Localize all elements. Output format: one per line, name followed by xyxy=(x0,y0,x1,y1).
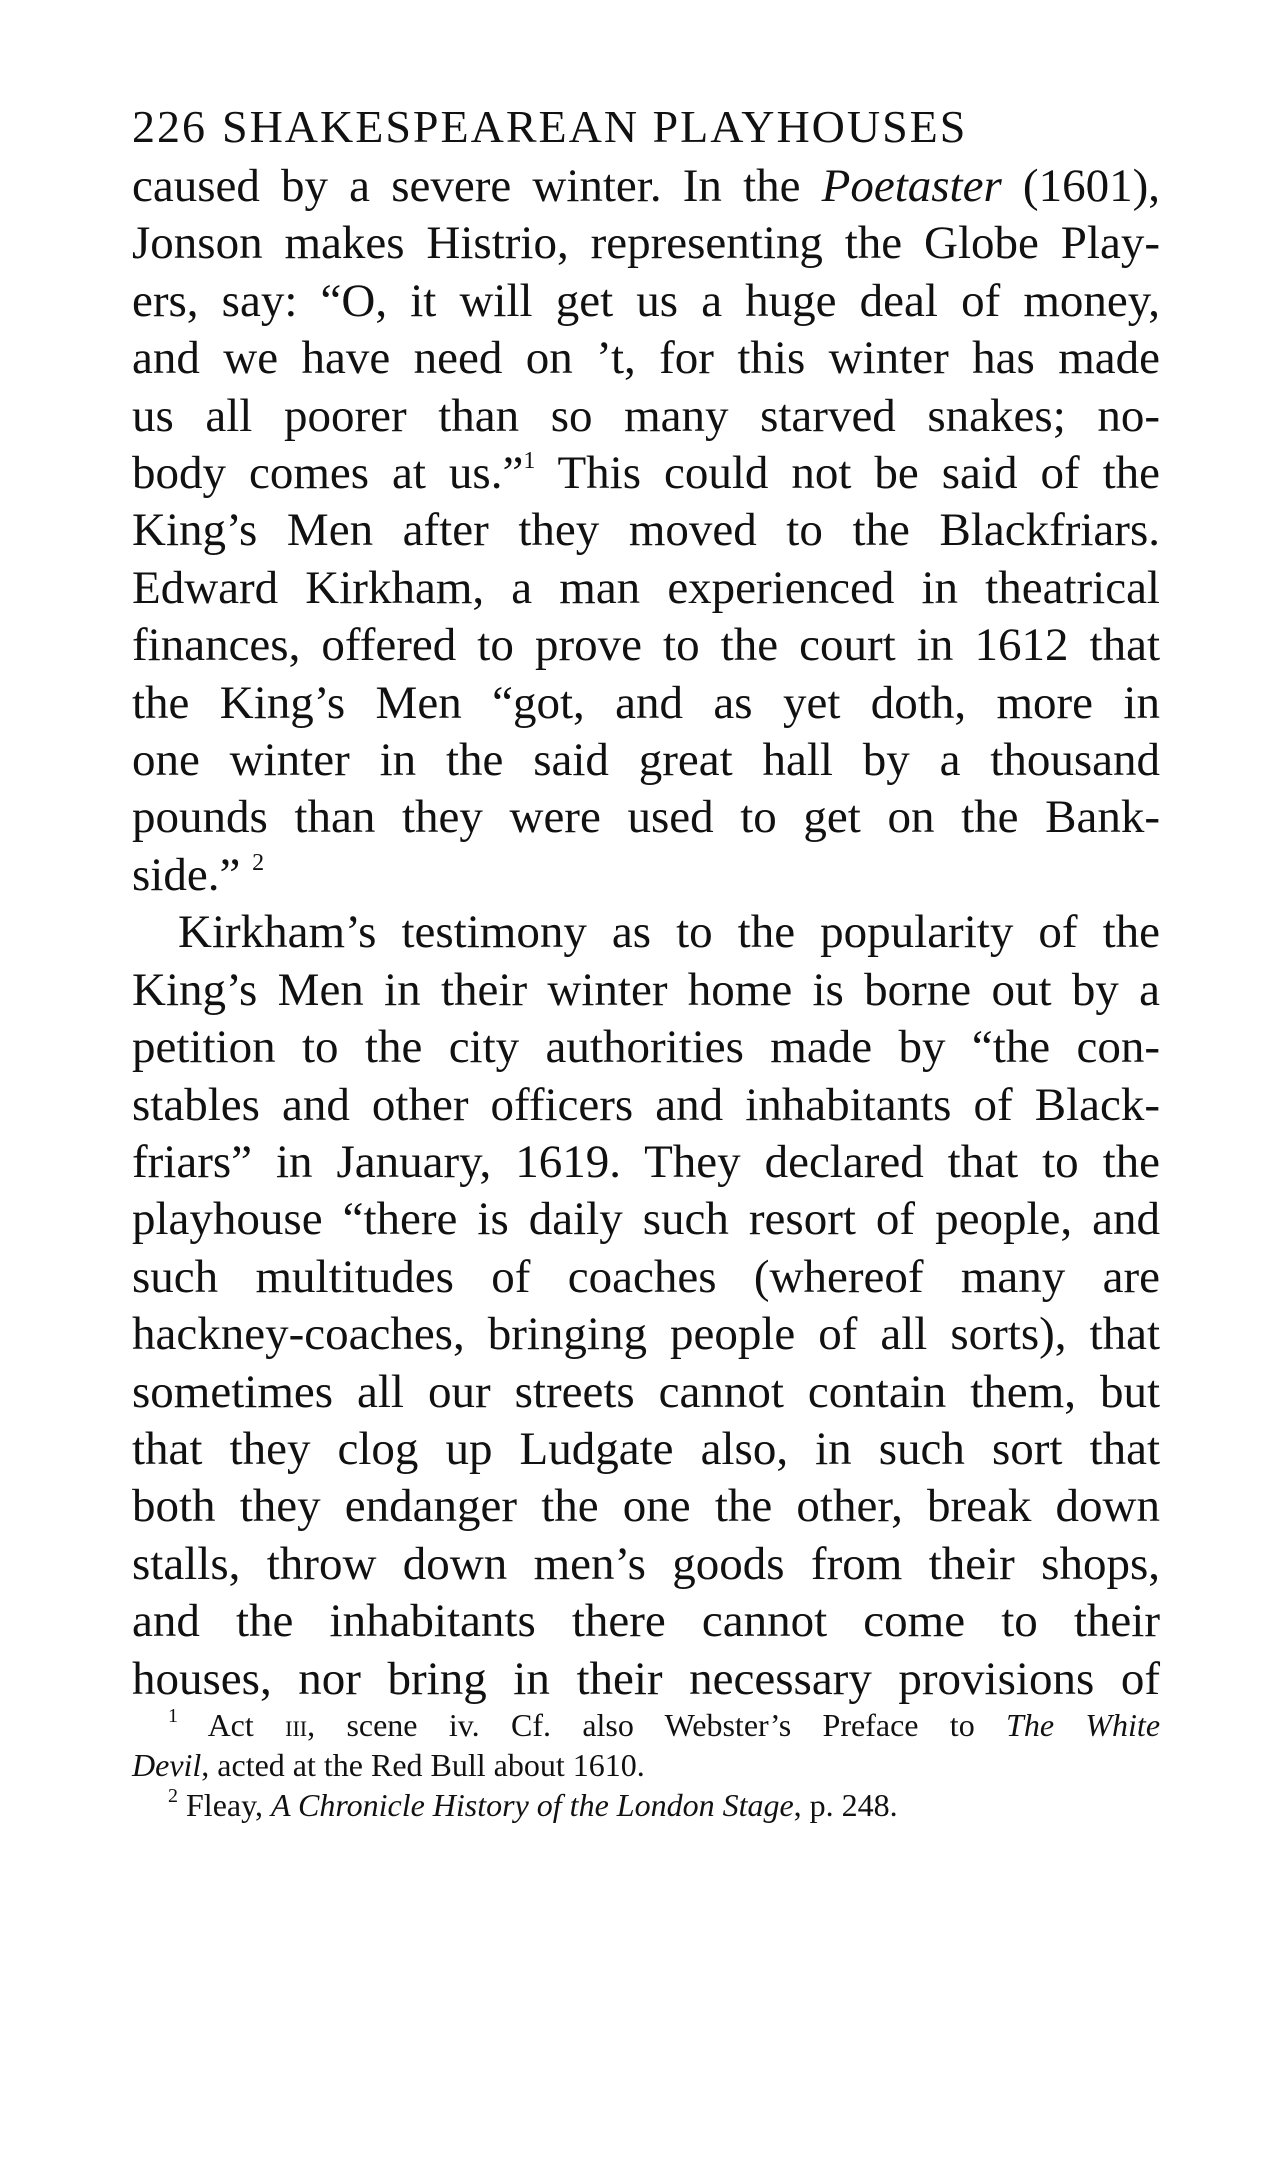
body-line: finances, offered to prove to the court in 1612 that xyxy=(132,619,1160,672)
running-head xyxy=(132,98,1160,156)
body-line: us all poorer than so many starved snakes; no- xyxy=(132,389,1160,442)
body-line: pounds than they were used to get on the Bank- xyxy=(132,791,1160,844)
body-line: and the inhabitants there cannot come to their xyxy=(132,1595,1160,1648)
body-line: such multitudes of coaches (whereof many are xyxy=(132,1250,1160,1303)
body-line: friars” in January, 1619. They declared that to the xyxy=(132,1135,1160,1188)
body-line: one winter in the said great hall by a thousand xyxy=(132,734,1160,787)
body-line: the King’s Men “got, and as yet doth, more in xyxy=(132,676,1160,729)
body-line: hackney-coaches, bringing people of all sorts), that xyxy=(132,1308,1160,1361)
footnote-2: $^2$ Fleay, A Chronicle History of the London Stage, p. 248. xyxy=(168,1785,898,1823)
body-line: side.” $^2$ xyxy=(132,848,265,901)
book-page xyxy=(132,98,1160,1708)
body-line: playhouse “there is daily such resort of people, and xyxy=(132,1193,1160,1246)
body-line: King’s Men after they moved to the Blackfriars. xyxy=(132,504,1160,557)
footnotes xyxy=(132,1705,1160,1825)
body-line: that they clog up Ludgate also, in such sort that xyxy=(132,1422,1160,1475)
body-line: Jonson makes Histrio, representing the Globe Play- xyxy=(132,217,1160,270)
page-number: 226 xyxy=(132,101,207,152)
body-line: Kirkham’s testimony as to the popularity of the xyxy=(178,906,1160,959)
body-line: both they endanger the one the other, break down xyxy=(132,1480,1160,1533)
footnote-1-continued: Devil, acted at the Red Bull about 1610. xyxy=(132,1747,645,1783)
body-line: caused by a severe winter. In the Poetaster (1601), xyxy=(132,160,1160,212)
footnote-mark: 1 xyxy=(168,1705,178,1727)
body-line: Edward Kirkham, a man experienced in theatrical xyxy=(132,561,1160,614)
footnote-mark: 2 xyxy=(168,1785,178,1807)
footnote-1: $^1$ Act iii, scene iv. Cf. also Webster’s Preface to The White xyxy=(168,1705,1161,1743)
body-line: stalls, throw down men’s goods from their shops, xyxy=(132,1537,1160,1590)
footnote-ref-2: 2 xyxy=(252,849,265,876)
body-text xyxy=(132,158,1160,1708)
running-title: SHAKESPEAREAN PLAYHOUSES xyxy=(222,101,968,152)
body-line: body comes at us.”$^1$ This could not be said of the xyxy=(132,447,1161,500)
body-line: King’s Men in their winter home is borne out by a xyxy=(132,963,1160,1016)
body-line: ers, say: “O, it will get us a huge deal of money, xyxy=(132,274,1160,327)
body-line: and we have need on ’t, for this winter has made xyxy=(132,332,1160,385)
body-line: sometimes all our streets cannot contain them, but xyxy=(132,1365,1160,1418)
body-line: houses, nor bring in their necessary provisions of xyxy=(132,1652,1160,1705)
body-line: stables and other officers and inhabitants of Black- xyxy=(132,1078,1160,1131)
body-line: petition to the city authorities made by “the con- xyxy=(132,1021,1160,1074)
footnote-ref-1: 1 xyxy=(523,448,536,475)
